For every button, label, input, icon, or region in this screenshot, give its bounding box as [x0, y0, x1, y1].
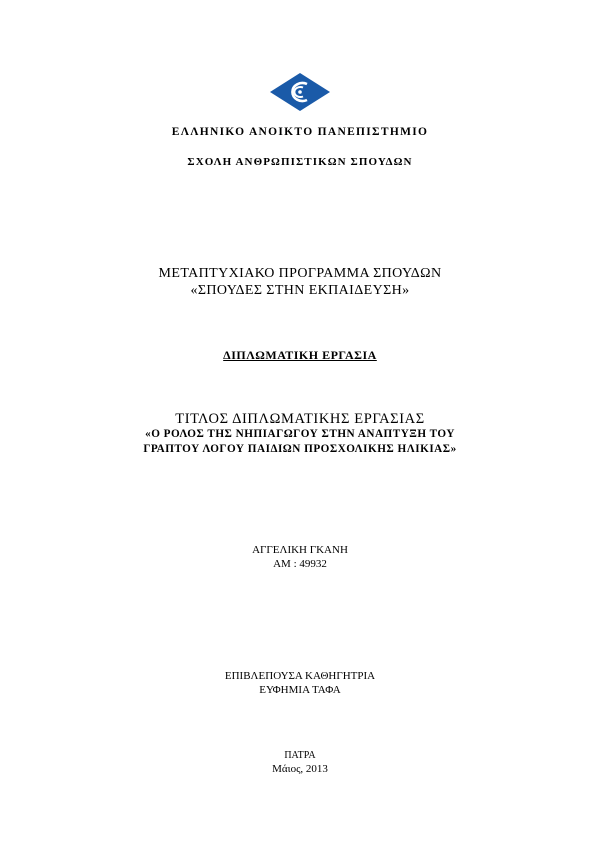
student-id: ΑΜ : 49932	[273, 558, 327, 570]
title-heading: ΤΙΤΛΟΣ ΔΙΠΛΩΜΑΤΙΚΗΣ ΕΡΓΑΣΙΑΣ	[175, 411, 425, 427]
city: ΠΑΤΡΑ	[284, 750, 316, 761]
document-type: ΔΙΠΛΩΜΑΤΙΚΗ ΕΡΓΑΣΙΑ	[223, 348, 377, 362]
university-name: ΕΛΛΗΝΙΚΟ ΑΝΟΙΚΤΟ ΠΑΝΕΠΙΣΤΗΜΙΟ	[171, 126, 429, 138]
school-name: ΣΧΟΛΗ ΑΝΘΡΩΠΙΣΤΙΚΩΝ ΣΠΟΥΔΩΝ	[187, 156, 413, 168]
supervisor-name: ΕΥΦΗΜΙΑ ΤΑΦΑ	[259, 684, 341, 696]
program-subtitle: «ΣΠΟΥΔΕΣ ΣΤΗΝ ΕΚΠΑΙΔΕΥΣΗ»	[190, 283, 410, 298]
thesis-title-line-1: «Ο ΡΟΛΟΣ ΤΗΣ ΝΗΠΙΑΓΩΓΟΥ ΣΤΗΝ ΑΝΑΠΤΥΞΗ ΤΟΥ	[145, 428, 455, 440]
university-logo-icon	[269, 72, 331, 112]
program-name: ΜΕΤΑΠΤΥΧΙΑΚΟ ΠΡΟΓΡΑΜΜΑ ΣΠΟΥΔΩΝ	[158, 266, 442, 281]
thesis-title-line-2: ΓΡΑΠΤΟΥ ΛΟΓΟΥ ΠΑΙΔΙΩΝ ΠΡΟΣΧΟΛΙΚΗΣ ΗΛΙΚΙΑΣ»	[143, 443, 457, 455]
author-name: ΑΓΓΕΛΙΚΗ ΓΚΑΝΗ	[252, 544, 348, 556]
date: Μάιος, 2013	[272, 763, 328, 775]
supervisor-label: ΕΠΙΒΛΕΠΟΥΣΑ ΚΑΘΗΓΗΤΡΙΑ	[224, 670, 376, 682]
